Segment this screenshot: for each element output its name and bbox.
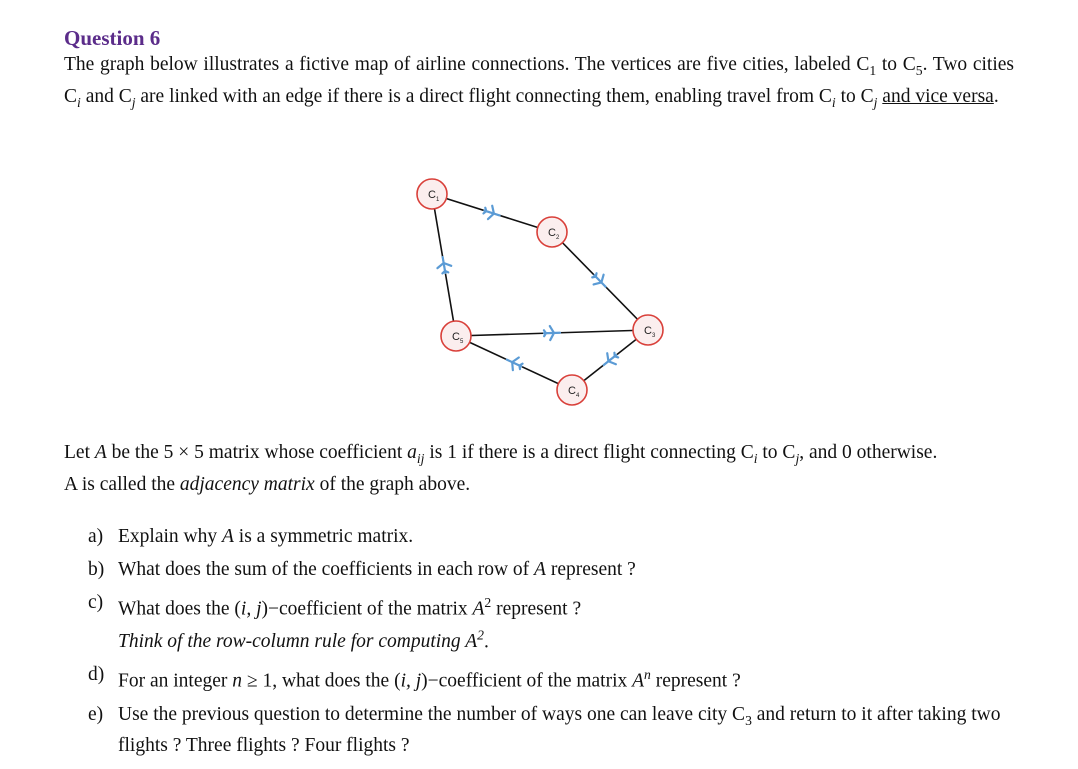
list-item-b: b) What does the sum of the coefficients in each row of A represent ? bbox=[88, 559, 636, 580]
question-list bbox=[88, 524, 1018, 766]
intro-paragraph: The graph below illustrates a fictive map of airline connections. The vertices are five cities, labeled $C_1$ to $C_5$. Two cities $C_i$ and $C_j$ are linked with an edge if there is a direct flight connecting them, enabling travel from $C_i$ to $C_j$ and vice versa. bbox=[64, 54, 1014, 110]
list-item-e: e) Use the previous question to determine the number of ways one can leave city $C_3$ and return to it after taking two flights ? Three flights ? Four flights ? bbox=[88, 703, 1001, 757]
airplane-icon bbox=[599, 350, 620, 371]
node-c1 bbox=[417, 179, 447, 209]
node-c5 bbox=[441, 321, 471, 351]
airplane-icon bbox=[436, 256, 452, 274]
node-label: $C_5$ bbox=[452, 331, 464, 345]
node-label: $C_2$ bbox=[548, 227, 560, 241]
definition-paragraph: Let A be the 5 × 5 matrix whose coefficient $a_{ij}$ is 1 if there is a direct flight connecting $C_i$ to $C_j$, and 0 otherwise. A is called the adjacency matrix of the graph above. bbox=[64, 442, 938, 495]
node-c3 bbox=[633, 315, 663, 345]
node-label: $C_3$ bbox=[644, 325, 656, 339]
node-label: $C_4$ bbox=[568, 385, 580, 399]
airplane-icon bbox=[544, 326, 560, 340]
list-item-c: c) What does the (i, j)−coefficient of the matrix $A^2$ represent ? Think of the row-column rule for computing $A^2$. bbox=[88, 592, 582, 652]
airplane-icon bbox=[504, 353, 524, 372]
graph-nodes bbox=[417, 179, 663, 405]
airline-graph bbox=[400, 170, 700, 420]
node-label: $C_1$ bbox=[428, 189, 440, 203]
underlined-phrase: and vice versa bbox=[882, 85, 994, 107]
node-c2 bbox=[537, 217, 567, 247]
list-item-a: a) Explain why A is a symmetric matrix. bbox=[88, 526, 414, 547]
node-c4 bbox=[557, 375, 587, 405]
list-item-d: d) For an integer n ≥ 1, what does the (i, j)−coefficient of the matrix $A^n$ represent ? bbox=[88, 664, 741, 692]
airplane-icon bbox=[482, 204, 501, 222]
question-title: Question 6 bbox=[64, 26, 161, 50]
